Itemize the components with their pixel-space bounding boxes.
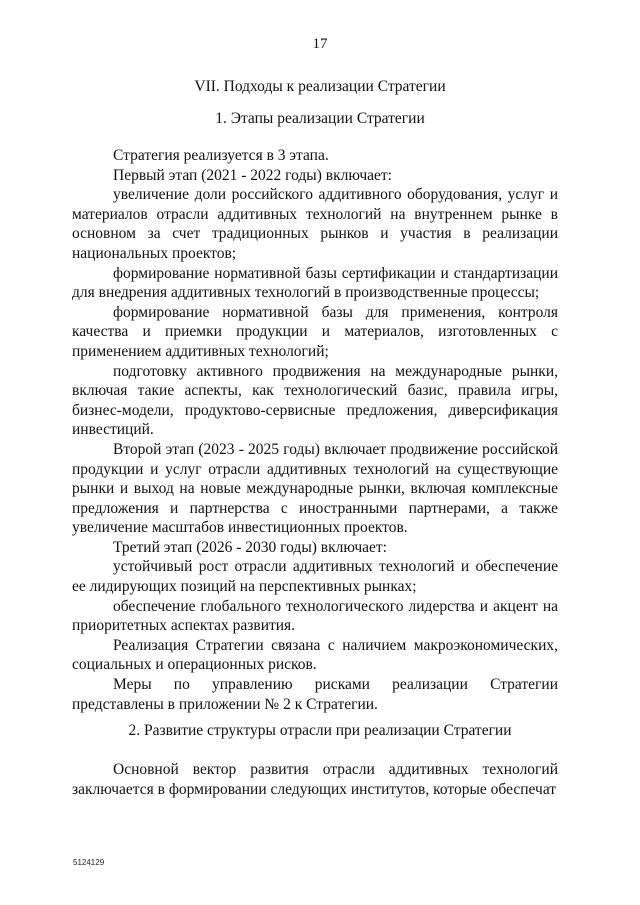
section-title: VII. Подходы к реализации Стратегии — [194, 78, 446, 95]
paragraph: Основной вектор развития отрасли аддитивных технологий заключается в формировании следующих институтов, которые обеспечат — [72, 761, 558, 798]
paragraph: Второй этап (2023 - 2025 годы) включает продвижение российской продукции и услуг отрасли аддитивных технологий на существующие рынки и выход на новые международные рынки, включая комплексные предложения и партнерства с иностранными партнерами, а также увеличение масштабов инвестиционных проектов. — [72, 440, 558, 537]
subsection-1-body — [72, 146, 558, 714]
paragraph: подготовку активного продвижения на международные рынки, включая такие аспекты, как технологический базис, правила игры, бизнес-модели, продуктово-сервисные предложения, диверсификация инвестиций. — [72, 362, 558, 439]
paragraph: Третий этап (2026 - 2030 годы) включает: — [113, 538, 387, 556]
paragraph: формирование нормативной базы для применения, контроля качества и приемки продукции и материалов, изготовленных с применением аддитивных технологий; — [72, 303, 558, 360]
paragraph: формирование нормативной базы сертификации и стандартизации для внедрения аддитивных технологий в производственные процессы; — [72, 264, 558, 302]
paragraph: увеличение доли российского аддитивного оборудования, услуг и материалов отрасли аддитивных технологий на внутреннем рынке в основном за счет традиционных рынков и участия в реализации национальных проектов; — [72, 186, 558, 262]
subsection-2-body — [72, 760, 558, 799]
paragraph: устойчивый рост отрасли аддитивных технологий и обеспечение ее лидирующих позиций на перспективных рынках; — [72, 558, 558, 596]
paragraph: обеспечение глобального технологического лидерства и акцент на приоритетных аспектах развития. — [72, 597, 558, 635]
paragraph: Первый этап (2021 - 2022 годы) включает: — [113, 166, 392, 184]
paragraph: Реализация Стратегии связана с наличием макроэкономических, социальных и операционных рисков. — [72, 636, 558, 674]
subsection-2-title: 2. Развитие структуры отрасли при реализации Стратегии — [128, 722, 512, 739]
footer-code: 5124129 — [73, 858, 105, 867]
page-number: 17 — [312, 36, 328, 52]
paragraph: Меры по управлению рисками реализации Стратегии представлены в приложении № 2 к Стратегии. — [72, 676, 558, 713]
paragraph: Стратегия реализуется в 3 этапа. — [113, 147, 329, 164]
subsection-1-title: 1. Этапы реализации Стратегии — [215, 110, 425, 127]
